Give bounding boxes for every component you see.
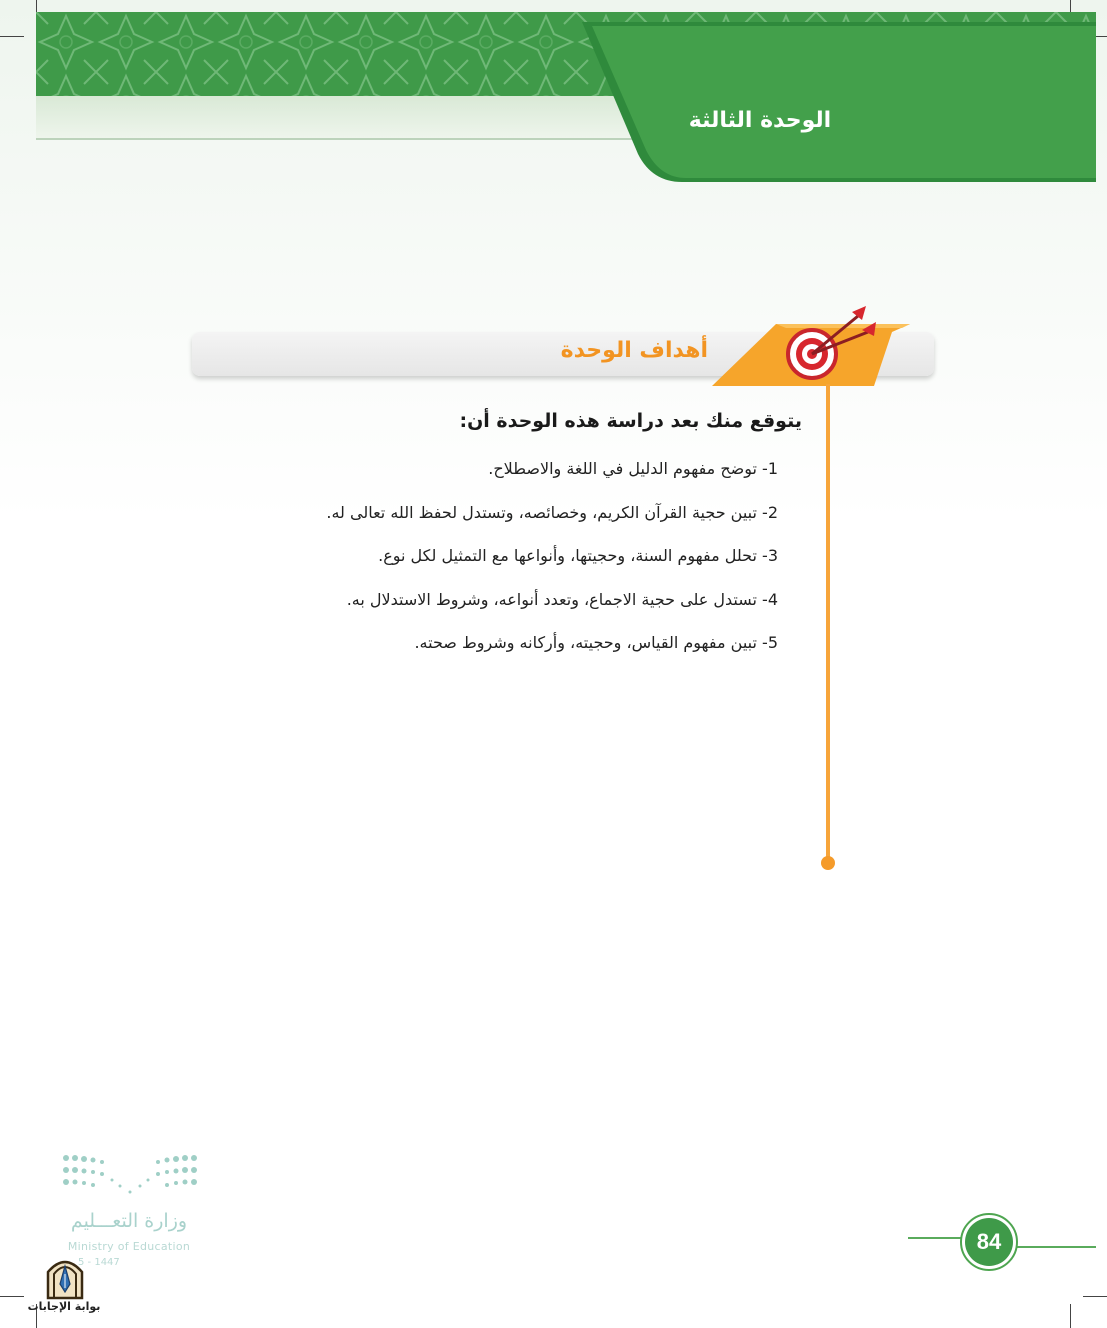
timeline-end-dot — [821, 856, 835, 870]
crop-mark — [1070, 1304, 1071, 1328]
ministry-logo-dots — [60, 1150, 200, 1202]
crop-mark — [0, 36, 24, 37]
page-number-line — [908, 1237, 966, 1239]
goal-item: 3- تحلل مفهوم السنة، وحجيتها، وأنواعها مع التمثيل لكل نوع. — [378, 546, 778, 565]
ministry-name-english: Ministry of Education — [67, 1240, 191, 1253]
crop-mark — [0, 1296, 24, 1297]
goals-intro: يتوقع منك بعد دراسة هذه الوحدة أن: — [459, 410, 802, 432]
goals-list — [180, 456, 778, 674]
ministry-name-arabic: وزارة التعـــليم — [70, 1210, 188, 1232]
header-divider — [36, 138, 636, 140]
page-number: 84 — [965, 1218, 1013, 1266]
target-arrows-icon — [706, 302, 916, 390]
goal-item: 4- تستدل على حجية الاجماع، وتعدد أنواعه، وشروط الاستدلال به. — [346, 589, 778, 609]
crop-mark — [1083, 1296, 1107, 1297]
timeline-line — [826, 384, 830, 862]
unit-title-shape — [582, 22, 1096, 184]
arch-pen-icon — [44, 1254, 86, 1300]
goals-title: أهداف الوحدة — [560, 338, 708, 363]
page-number-line — [1012, 1246, 1096, 1248]
unit-title: الوحدة الثالثة — [688, 108, 832, 133]
portal-label: بوابة الإجابات — [27, 1300, 101, 1313]
ministry-year: 5 - 1447 — [78, 1257, 120, 1268]
goal-item: 5- تبين مفهوم القياس، وحجيته، وأركانه وشروط صحته. — [414, 633, 778, 652]
goal-item: 1- توضح مفهوم الدليل في اللغة والاصطلاح. — [488, 459, 778, 478]
goal-item: 2- تبين حجية القرآن الكريم، وخصائصه، وتستدل لحفظ الله تعالى له. — [326, 502, 778, 522]
